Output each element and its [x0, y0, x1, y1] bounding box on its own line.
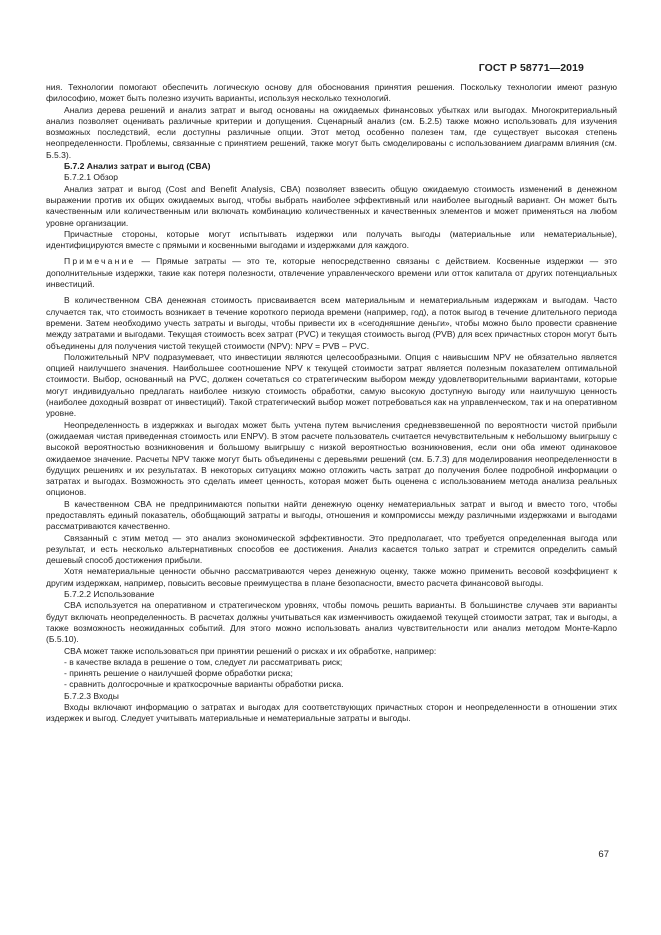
paragraph: Анализ дерева решений и анализ затрат и выгод основаны на ожидаемых финансовых убытках или выгодах. Многокритериальный анализ позволяет оценивать различные критерии и допущения. Сценарный анализ (см. Б.2.5) также можно использовать для изучения возможных последствий, если доступны различные опции. Этот метод особенно полезен там, где существует высокая степень неопределенности. Проблемы, связанные с принятием решений, также могут быть смоделированы с использованием диаграмм влияния (см. Б.5.3). — [46, 104, 617, 160]
paragraph: ния. Технологии помогают обеспечить логическую основу для обоснования принятия решения. Поскольку технологии имеют разную философию, может быть полезно изучить варианты, используя несколько технологий. — [46, 82, 617, 104]
paragraph: CBA может также использоваться при принятии решений о рисках и их обработке, например: — [64, 645, 437, 656]
list-item: - принять решение о наилучшей форме обработки риска; — [64, 668, 293, 679]
document-standard-id: ГОСТ Р 58771—2019 — [478, 62, 584, 74]
subsection-heading: Б.7.2.2 Использование — [64, 589, 155, 600]
paragraph: В качественном CBA не предпринимаются попытки найти денежную оценку нематериальных затрат и выгод и вместо того, чтобы предоставлять единый показатель, обобщающий затраты и выгоды, отношения и компромиссы между различными издержками и выгодами рассматриваются качественно. — [46, 498, 617, 532]
note-label: Примечание — [64, 256, 136, 267]
paragraph: Причастные стороны, которые могут испытывать издержки или получать выгоды (материальные или нематериальные), идентифицируются вместе с прямыми и косвенными выгодами и издержками для каждого. — [46, 228, 617, 251]
paragraph: Анализ затрат и выгод (Cost and Benefit Analysis, CBA) позволяет взвесить общую ожидаемую стоимость изменений в денежном выражении против их общих ожидаемых выгод, чтобы выбрать наиболее эффективный или наиболее выгодный вариант. Он может быть качественным или количественным или включать комбинацию количественных и качественных элементов и может применяться на любом уровне организации. — [46, 183, 617, 228]
section-heading: Б.7.2 Анализ затрат и выгод (CBA) — [64, 161, 211, 172]
subsection-heading: Б.7.2.3 Входы — [64, 690, 119, 701]
note — [46, 256, 617, 290]
paragraph: Связанный с этим метод — это анализ экономической эффективности. Это предполагает, что требуется определенная выгода или результат, и есть несколько альтернативных способов ее достижения. Анализ касается только затрат и стремится определить самый дешевый способ достижения прибыли. — [46, 532, 617, 566]
document-body — [46, 82, 617, 725]
paragraph: В количественном CBA денежная стоимость присваивается всем материальным и нематериальным издержкам и выгодам. Часто случается так, что стоимость возникает в течение короткого периода времени (например, год), а поток выгод в течение длительного периода времени. Затем необходимо учесть затраты и выгоды, чтобы привести их в «сегодняшние деньги», чтобы можно было провести сравнение между затратами и выгодами. Текущая стоимость всех затрат (PVC) и текущая стоимость выгод (PVB) для всех причастных сторон могут быть объединены для получения чистой текущей стоимости (NPV): NPV = PVB – PVC. — [46, 295, 617, 351]
paragraph: Хотя нематериальные ценности обычно рассматриваются через денежную оценку, также можно применить весовой коэффициент к другим издержкам, например, повысить весовые преимущества в плане безопасности, вместо расчета финансовой выгоды. — [46, 566, 617, 588]
page-number: 67 — [598, 849, 609, 860]
subsection-heading: Б.7.2.1 Обзор — [64, 172, 119, 183]
paragraph: CBA используется на оперативном и стратегическом уровнях, чтобы помочь решить варианты. В большинстве случаев эти варианты будут включать неопределенность. В расчетах должны учитываться как изменчивость ожидаемой текущей стоимости затрат, так и выгоды, а также возможность неожиданных событий. Для этого можно использовать анализ чувствительности или анализ методом Монте-Карло (Б.5.10). — [46, 600, 617, 645]
paragraph: Неопределенность в издержках и выгодах может быть учтена путем вычисления средневзвешенной по вероятности чистой прибыли (ожидаемая чистая приведенная стоимость или ENPV). В этом расчете пользователь считается нечувствительным к небольшому выигрышу с высокой вероятностью возникновения и большому выигрышу с низкой вероятностью возникновения, если они оба имеют одинаковое ожидаемое значение. Расчеты NPV также могут быть объединены с деревьями решений (см. Б.7.3) для моделирования неопределенности в будущих решениях и их результатах. В некоторых ситуациях можно отложить часть затрат до получения более подробной информации о затратах и выгодах. Возможность это сделать имеет ценность, которая может быть оценена с использованием метода анализа реальных опционов. — [46, 419, 617, 498]
note-text: — Прямые затраты — это те, которые непосредственно связаны с действием. Косвенные издержки — это дополнительные издержки, такие как потеря полезности, отвлечение управленческого времени или отток капитала от других потенциальных инвестиций. — [46, 256, 617, 290]
list-item: - сравнить долгосрочные и краткосрочные варианты обработки риска. — [64, 679, 344, 690]
list-item: - в качестве вклада в решение о том, следует ли рассматривать риск; — [64, 656, 343, 667]
paragraph: Положительный NPV подразумевает, что инвестиции являются целесообразными. Опция с наивысшим NPV не обязательно является опцией наилучшего значения. Наибольшее соотношение NPV к текущей стоимости затрат является полезным показателем оптимальной стоимости. Выбор, основанный на PVC, должен сочетаться со стратегическим выбором между удовлетворительными вариантами, которые могут индивидуально предлагать наиболее низкую стоимость обработки, самую высокую доступную выгоду или наилучшую ценность (наиболее доходный возврат от инвестиций). Такой стратегический выбор может потребоваться как на управленческом, так и на оперативном уровне. — [46, 351, 617, 419]
paragraph: Входы включают информацию о затратах и выгодах для соответствующих причастных сторон и неопределенности в отношении этих издержек и выгод. Следует учитывать материальные и нематериальные затраты и выгоды. — [46, 702, 617, 724]
